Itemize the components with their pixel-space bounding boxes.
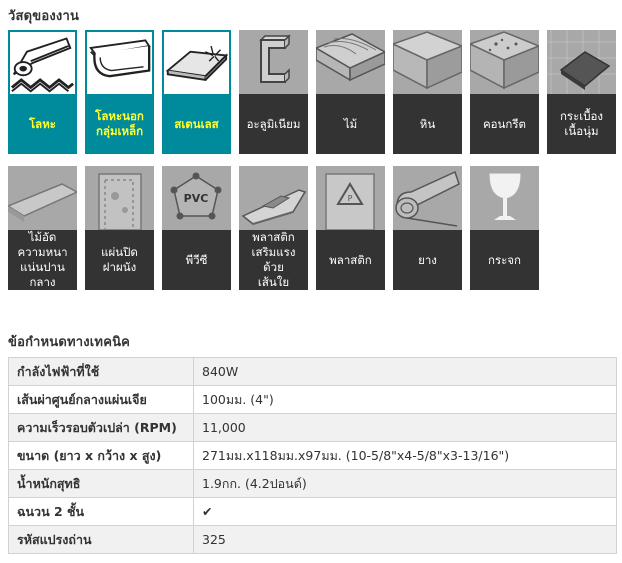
material-tile[interactable] xyxy=(470,166,539,290)
rubber-roll-icon xyxy=(393,166,462,230)
plastic-recycle-icon xyxy=(316,166,385,230)
stone-block-icon xyxy=(393,30,462,94)
material-tile[interactable] xyxy=(393,30,462,154)
wall-panel-icon xyxy=(85,166,154,230)
material-tile[interactable] xyxy=(8,30,77,154)
glass-icon xyxy=(470,166,539,230)
spec-row xyxy=(9,358,617,386)
material-tile[interactable] xyxy=(162,30,231,154)
wood-plank-icon xyxy=(316,30,385,94)
metal-pipes-icon xyxy=(8,30,77,94)
material-tile[interactable] xyxy=(239,30,308,154)
material-label: กระจก xyxy=(470,230,539,290)
material-tile[interactable] xyxy=(8,166,77,290)
materials-title: วัสดุของงาน xyxy=(8,9,80,24)
spec-key: รหัสแปรงถ่าน xyxy=(9,526,194,554)
spec-value: 325 xyxy=(194,526,617,554)
spec-row xyxy=(9,470,617,498)
material-label: ยาง xyxy=(393,230,462,290)
material-tile[interactable] xyxy=(470,30,539,154)
checkmark-icon: ✔ xyxy=(194,498,617,526)
specs-table xyxy=(8,357,617,554)
svg-text:PVC: PVC xyxy=(183,192,209,205)
specs-title: ข้อกำหนดทางเทคนิค xyxy=(8,335,131,350)
stainless-sheet-icon xyxy=(162,30,231,94)
material-label: ไม้ xyxy=(316,94,385,154)
material-tile[interactable] xyxy=(85,30,154,154)
aluminium-channel-icon xyxy=(239,30,308,94)
concrete-block-icon xyxy=(470,30,539,94)
spec-value: 11,000 xyxy=(194,414,617,442)
material-label: กระเบื้อง เนื้อนุ่ม xyxy=(547,94,616,154)
material-label: สเตนเลส xyxy=(162,94,231,154)
material-tile[interactable] xyxy=(85,166,154,290)
material-label: พลาสติก เสริมแรง ด้วย เส้นใย xyxy=(239,230,308,290)
material-label: พลาสติก xyxy=(316,230,385,290)
spec-key: น้ำหนักสุทธิ xyxy=(9,470,194,498)
mdf-board-icon xyxy=(8,166,77,230)
spec-key: ขนาด (ยาว x กว้าง x สูง) xyxy=(9,442,194,470)
material-tile[interactable] xyxy=(239,166,308,290)
material-label: อะลูมิเนียม xyxy=(239,94,308,154)
material-label: คอนกรีต xyxy=(470,94,539,154)
spec-value: 100มม. (4") xyxy=(194,386,617,414)
material-tile[interactable] xyxy=(547,30,616,154)
spec-row xyxy=(9,386,617,414)
material-label: หิน xyxy=(393,94,462,154)
material-label: แผ่นปิด ฝาผนัง xyxy=(85,230,154,290)
non-ferrous-gutter-icon xyxy=(85,30,154,94)
soft-tile-icon xyxy=(547,30,616,94)
spec-key: กำลังไฟฟ้าที่ใช้ xyxy=(9,358,194,386)
material-label: ไม้อัด ความหนา แน่นปาน กลาง xyxy=(8,230,77,290)
svg-text:P: P xyxy=(347,194,353,203)
spec-row xyxy=(9,442,617,470)
material-tile[interactable] xyxy=(316,30,385,154)
material-tile[interactable] xyxy=(162,166,231,290)
spec-row xyxy=(9,498,617,526)
material-tile[interactable] xyxy=(316,166,385,290)
spec-key: ความเร็วรอบตัวเปล่า (RPM) xyxy=(9,414,194,442)
material-label: โลหะ xyxy=(8,94,77,154)
material-label: พีวีซี xyxy=(162,230,231,290)
pvc-icon xyxy=(162,166,231,230)
spec-key: ฉนวน 2 ชั้น xyxy=(9,498,194,526)
spec-value: 271มม.x118มม.x97มม. (10-5/8"x4-5/8"x3-13/16") xyxy=(194,442,617,470)
spec-row xyxy=(9,414,617,442)
material-tile[interactable] xyxy=(393,166,462,290)
fiberglass-boat-icon xyxy=(239,166,308,230)
spec-value: 1.9กก. (4.2ปอนด์) xyxy=(194,470,617,498)
material-label: โลหะนอก กลุ่มเหล็ก xyxy=(85,94,154,154)
spec-value: 840W xyxy=(194,358,617,386)
spec-row xyxy=(9,526,617,554)
spec-key: เส้นผ่าศูนย์กลางแผ่นเจีย xyxy=(9,386,194,414)
